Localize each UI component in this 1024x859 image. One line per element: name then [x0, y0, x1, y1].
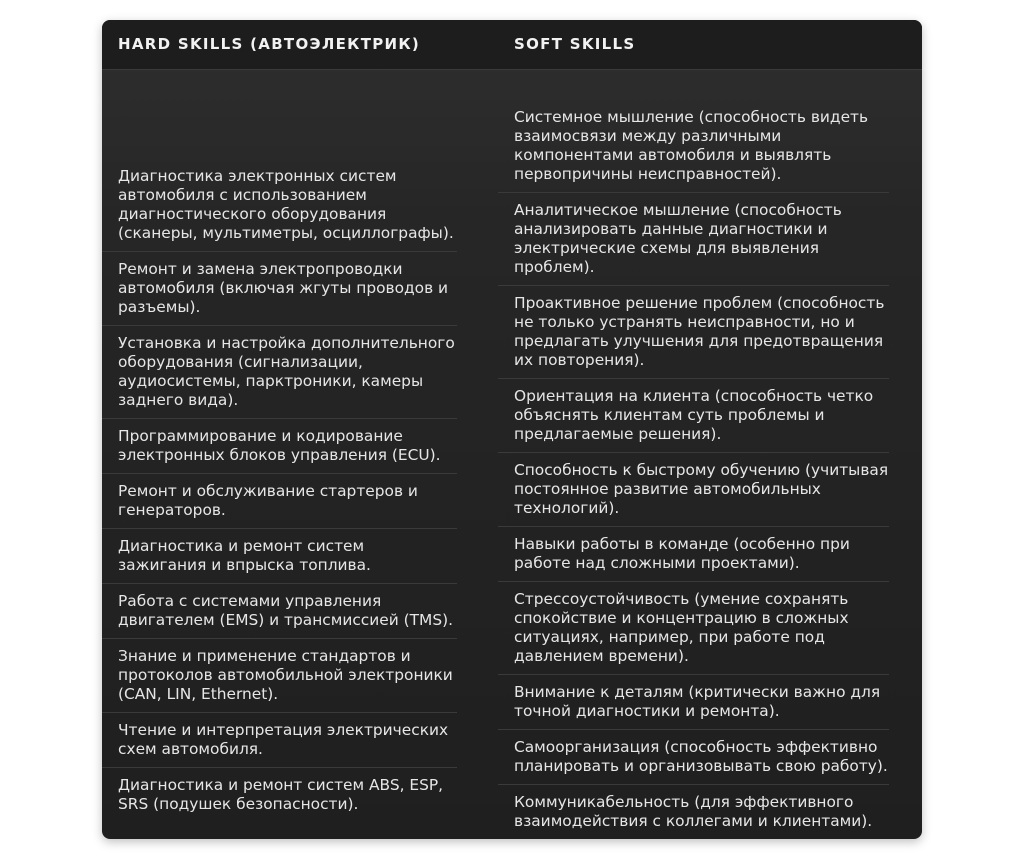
hard-skill-item: Программирование и кодирование электронных блоков управления (ECU).: [102, 419, 457, 474]
soft-skill-item: Ориентация на клиента (способность четко объяснять клиентам суть проблемы и предлагаемые решения).: [498, 379, 889, 453]
soft-skill-item: Стрессоустойчивость (умение сохранять спокойствие и концентрацию в сложных ситуациях, например, при работе под давлением времени).: [498, 582, 889, 675]
soft-skill-item: Системное мышление (способность видеть взаимосвязи между различными компонентами автомобиля и выявлять первопричины неисправностей).: [498, 100, 889, 193]
hard-skills-column: [102, 70, 492, 822]
hard-skill-item: Диагностика и ремонт систем зажигания и впрыска топлива.: [102, 529, 457, 584]
hard-skill-item: Ремонт и обслуживание стартеров и генераторов.: [102, 474, 457, 529]
skills-table: [102, 20, 922, 839]
hard-skills-header: HARD SKILLS (АВТОЭЛЕКТРИК): [118, 35, 421, 53]
soft-skill-item: Коммуникабельность (для эффективного взаимодействия с коллегами и клиентами).: [514, 793, 873, 830]
soft-skills-header: SOFT SKILLS: [514, 35, 636, 53]
soft-skill-item: Аналитическое мышление (способность анализировать данные диагностики и электрические схемы для выявления проблем).: [498, 193, 889, 286]
soft-skill-item: Способность к быстрому обучению (учитывая постоянное развитие автомобильных технологий).: [498, 453, 889, 527]
soft-skill-item: Самоорганизация (способность эффективно планировать и организовывать свою работу).: [498, 730, 889, 785]
table-header: [102, 20, 922, 70]
soft-skills-column: [498, 70, 888, 839]
hard-skill-item: Ремонт и замена электропроводки автомобиля (включая жгуты проводов и разъемы).: [102, 252, 457, 326]
soft-skill-item: Внимание к деталям (критически важно для точной диагностики и ремонта).: [498, 675, 889, 730]
hard-skill-item: Диагностика и ремонт систем ABS, ESP, SRS (подушек безопасности).: [118, 776, 444, 813]
soft-skill-item: Проактивное решение проблем (способность не только устранять неисправности, но и предлагать улучшения для предотвращения их повторения).: [498, 286, 889, 379]
hard-skill-item: Чтение и интерпретация электрических схем автомобиля.: [102, 713, 457, 768]
soft-skill-item: Навыки работы в команде (особенно при работе над сложными проектами).: [498, 527, 889, 582]
hard-skill-item: Знание и применение стандартов и протоколов автомобильной электроники (CAN, LIN, Ethernet).: [102, 639, 457, 713]
hard-skill-item: Установка и настройка дополнительного оборудования (сигнализации, аудиосистемы, парктроники, камеры заднего вида).: [102, 326, 457, 419]
hard-skill-item: Работа с системами управления двигателем (EMS) и трансмиссией (TMS).: [102, 584, 457, 639]
hard-skill-item: Диагностика электронных систем автомобиля с использованием диагностического оборудования (сканеры, мультиметры, осциллографы).: [102, 159, 457, 252]
